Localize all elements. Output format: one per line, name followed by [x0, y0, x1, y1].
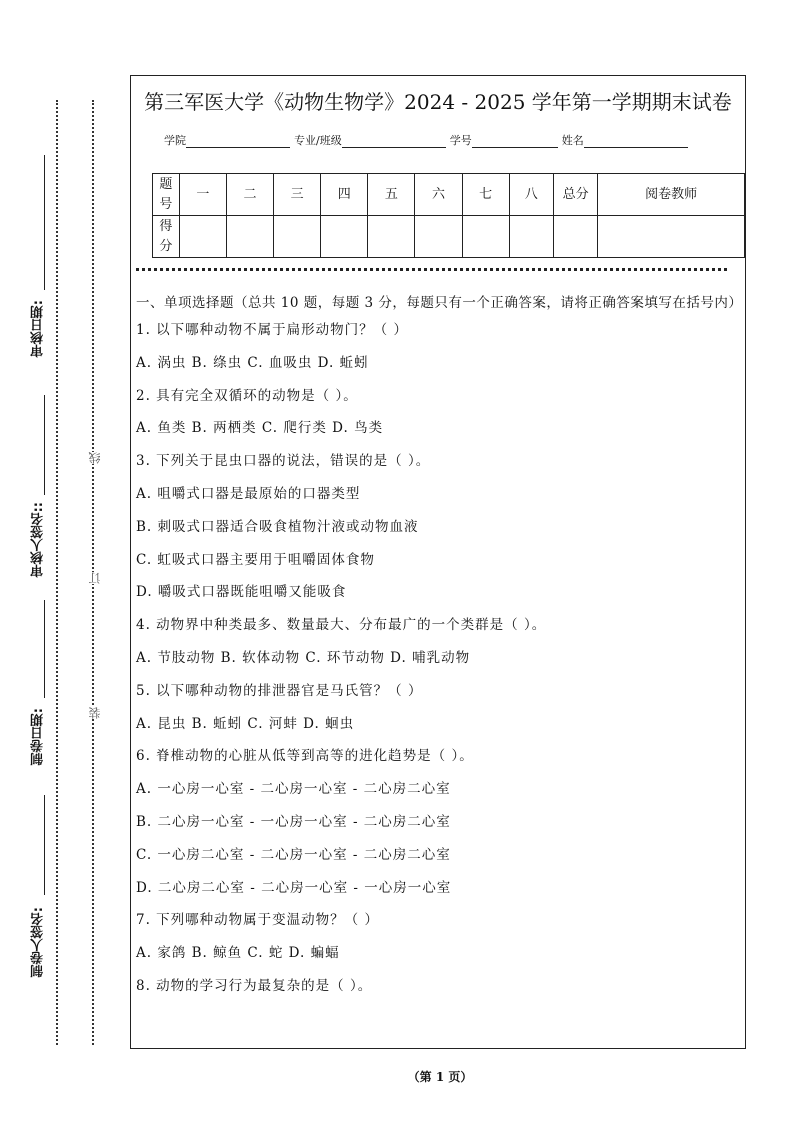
score-cell[interactable]	[415, 216, 462, 258]
score-col-header: 二	[226, 174, 273, 216]
question-text: 8. 动物的学习行为最复杂的是（ ）。	[136, 977, 373, 994]
question-text: 1. 以下哪种动物不属于扁形动物门？（ ）	[136, 322, 408, 338]
binding-char-ding: 订	[88, 572, 102, 584]
score-cell[interactable]	[321, 216, 368, 258]
major-class-field[interactable]	[342, 135, 446, 148]
make-date-line	[44, 600, 45, 698]
score-col-header: 四	[321, 174, 368, 216]
answer-options: A. 咀嚼式口器是最原始的口器类型	[136, 485, 361, 502]
answer-options: A. 昆虫 B. 蚯蚓 C. 河蚌 D. 蛔虫	[136, 715, 355, 732]
total-score-header: 总分	[553, 174, 597, 216]
seal-dotted-line	[56, 100, 58, 1045]
answer-options: B. 二心房一心室 - 一心房一心室 - 二心房二心室	[136, 813, 451, 830]
review-date-label: 审核日期:	[31, 300, 46, 358]
question-text: 6. 脊椎动物的心脏从低等到高等的进化趋势是（ ）。	[136, 748, 474, 765]
section-divider	[136, 268, 727, 271]
total-score-cell[interactable]	[553, 216, 597, 258]
score-cell[interactable]	[274, 216, 321, 258]
score-col-header: 六	[415, 174, 462, 216]
name-label: 姓名	[561, 134, 584, 147]
page-number: （第 1 页）	[407, 1070, 473, 1084]
score-cell[interactable]	[509, 216, 553, 258]
score-cell[interactable]	[226, 216, 273, 258]
score-row-label: 得分	[153, 216, 180, 258]
question-text: 4. 动物界中种类最多、数量最大、分布最广的一个类群是（ ）。	[136, 617, 547, 634]
answer-options: A. 家鸽 B. 鲸鱼 C. 蛇 D. 蝙蝠	[136, 945, 340, 962]
college-field[interactable]	[186, 135, 290, 148]
binding-char-zhuang: 装	[88, 707, 102, 719]
student-id-field[interactable]	[472, 135, 558, 148]
score-cell[interactable]	[179, 216, 226, 258]
question-text: 7. 下列哪种动物属于变温动物？（ ）	[136, 912, 379, 929]
answer-options: D. 嚼吸式口器既能咀嚼又能吸食	[136, 584, 347, 601]
score-col-header: 三	[274, 174, 321, 216]
answer-options: A. 一心房一心室 - 二心房一心室 - 二心房二心室	[136, 781, 451, 798]
score-cell[interactable]	[368, 216, 415, 258]
make-date-label: 制卷日期:	[31, 708, 46, 766]
question-text: 2. 具有完全双循环的动物是（ ）。	[136, 387, 358, 404]
question-text: 3. 下列关于昆虫口器的说法，错误的是（ ）。	[136, 453, 431, 470]
reviewer-header: 阅卷教师	[598, 174, 745, 216]
binding-char-xian: 线	[88, 452, 102, 464]
answer-options: D. 二心房二心室 - 二心房一心室 - 一心房一心室	[136, 879, 452, 896]
score-col-header: 八	[509, 174, 553, 216]
answer-options: B. 刺吸式口器适合吸食植物汁液或动物血液	[136, 518, 419, 535]
question-number-header: 题号	[153, 174, 180, 216]
major-class-label: 专业/班级	[294, 134, 342, 147]
name-field[interactable]	[584, 135, 688, 148]
answer-options: A. 鱼类 B. 两栖类 C. 爬行类 D. 鸟类	[136, 420, 384, 437]
score-table	[152, 173, 745, 258]
answer-options: A. 节肢动物 B. 软体动物 C. 环节动物 D. 哺乳动物	[136, 649, 471, 666]
reviewer-signature-line	[44, 395, 45, 495]
question-text: 5. 以下哪种动物的排泄器官是马氏管？（ ）	[136, 682, 423, 699]
questions-body	[136, 292, 743, 1009]
review-date-line	[44, 155, 45, 290]
student-info-row	[164, 132, 688, 148]
section-heading: 一、单项选择题（总共 10 题，每题 3 分，每题只有一个正确答案，请将正确答案填写在括号内）	[136, 295, 743, 311]
reviewer-signature-label: 审核人签名::	[31, 502, 46, 578]
reviewer-cell[interactable]	[598, 216, 745, 258]
maker-signature-line	[44, 795, 45, 895]
score-col-header: 五	[368, 174, 415, 216]
exam-title: 第三军医大学《动物生物学》2024 - 2025 学年第一学期期末试卷	[144, 90, 732, 114]
answer-options: A. 涡虫 B. 绦虫 C. 血吸虫 D. 蚯蚓	[136, 354, 369, 371]
score-col-header: 一	[179, 174, 226, 216]
exam-frame	[130, 75, 746, 1049]
score-col-header: 七	[462, 174, 509, 216]
maker-signature-label: 制卷人签名:	[31, 907, 46, 978]
college-label: 学院	[164, 134, 186, 147]
answer-options: C. 一心房二心室 - 二心房一心室 - 二心房二心室	[136, 846, 451, 863]
student-id-label: 学号	[449, 134, 472, 147]
answer-options: C. 虹吸式口器主要用于咀嚼固体食物	[136, 551, 375, 568]
score-cell[interactable]	[462, 216, 509, 258]
